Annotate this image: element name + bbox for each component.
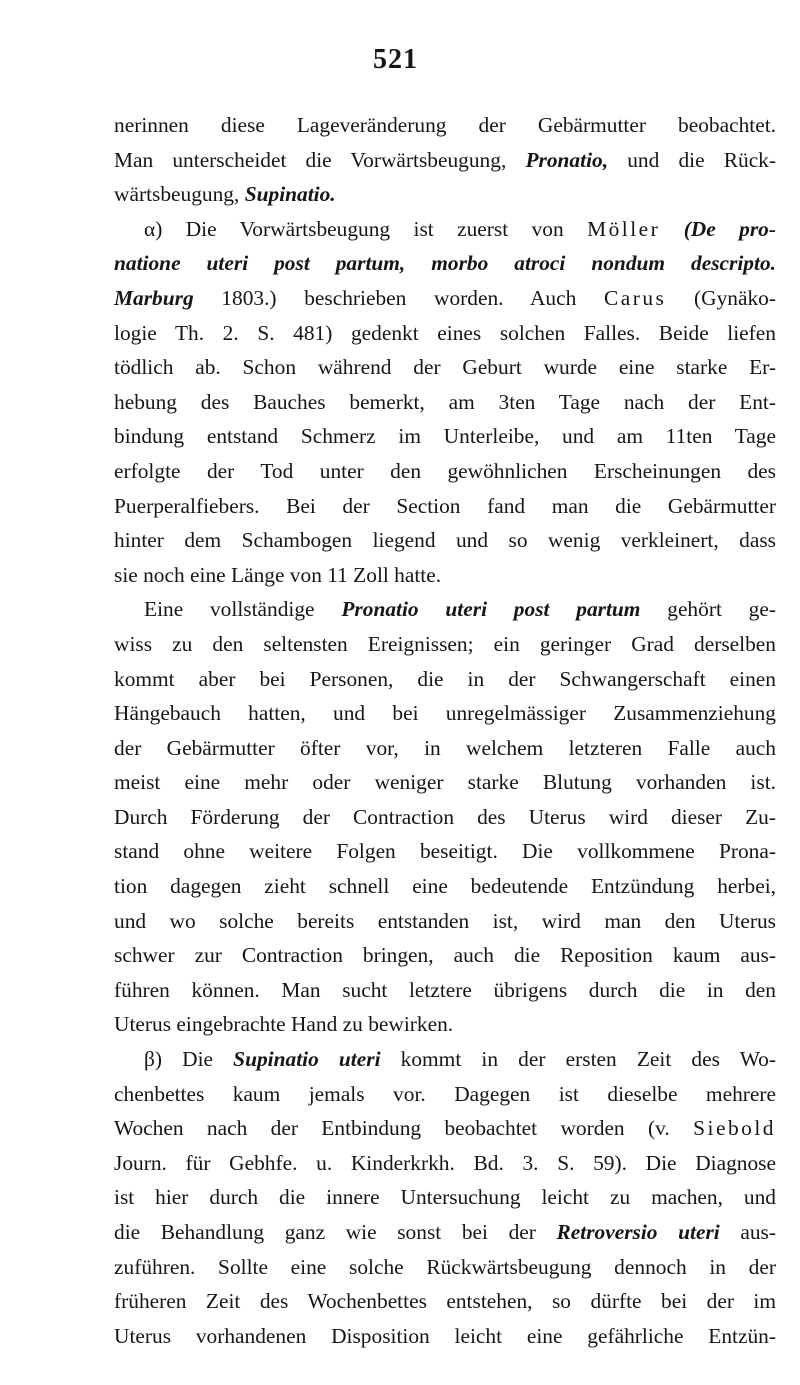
text-line — [114, 143, 776, 178]
text-run: zuführen. Sollte eine solche Rückwärtsbeugung dennoch in der — [114, 1254, 776, 1279]
text-run: die Behandlung ganz wie sonst bei der — [114, 1220, 557, 1244]
text-run: kommt aber bei Personen, die in der Schwangerschaft einen — [114, 666, 776, 691]
italic-text: (De pro- — [683, 216, 776, 241]
text-line — [114, 489, 776, 524]
text-line — [114, 627, 776, 662]
text-line — [114, 1111, 776, 1146]
text-line — [114, 558, 776, 593]
spaced-name: Möller — [587, 216, 661, 241]
italic-text: Retroversio uteri — [556, 1220, 720, 1244]
text-run: Puerperalfiebers. Bei der Section fand man die Gebärmutter — [114, 493, 776, 518]
text-run: Man unterscheidet die Vorwärtsbeugung, — [114, 147, 526, 172]
text-line — [114, 662, 776, 697]
text-run: β) Die — [144, 1047, 234, 1072]
text-run: α) Die Vorwärtsbeugung ist zuerst von — [144, 216, 588, 241]
text-run: Durch Förderung der Contraction des Uterus wird dieser Zu- — [114, 804, 776, 829]
text-run — [660, 217, 683, 241]
text-run: chenbettes kaum jemals vor. Dagegen ist dieselbe mehrere — [114, 1081, 776, 1106]
text-run: gehört ge- — [640, 597, 776, 622]
italic-text: Supinatio uteri — [233, 1047, 381, 1072]
text-line — [114, 1319, 776, 1354]
text-run: wiss zu den seltensten Ereignissen; ein geringer Grad derselben — [114, 631, 776, 656]
text-line — [114, 212, 776, 247]
text-run: Journ. für Gebhfe. u. Kinderkrkh. Bd. 3. S. 59). Die Diagnose — [114, 1150, 776, 1175]
text-run: Uterus eingebrachte Hand zu bewirken. — [114, 1012, 454, 1037]
text-run: früheren Zeit des Wochenbettes entstehen, so dürfte bei der im — [114, 1289, 776, 1314]
text-line — [114, 316, 776, 351]
text-line — [114, 246, 776, 281]
text-run: 1803.) beschrieben worden. Auch — [193, 285, 604, 310]
text-run: Wochen nach der Entbindung beobachtet worden (v. — [114, 1116, 694, 1141]
text-line — [114, 454, 776, 489]
text-line — [114, 592, 776, 627]
text-line — [114, 177, 776, 212]
text-line — [114, 800, 776, 835]
text-line — [114, 1146, 776, 1181]
text-run: logie Th. 2. S. 481) gedenkt eines solchen Falles. Beide liefen — [114, 320, 776, 345]
italic-text: Pronatio uteri post partum — [341, 597, 641, 622]
text-line — [114, 385, 776, 420]
text-run: wärtsbeugung, — [114, 182, 245, 207]
spaced-name: Siebold — [693, 1116, 776, 1141]
text-line — [114, 350, 776, 385]
text-run: Uterus vorhandenen Disposition leicht eine gefährliche Entzün- — [114, 1323, 776, 1348]
text-line — [114, 904, 776, 939]
text-line — [114, 1250, 776, 1285]
text-run: der Gebärmutter öfter vor, in welchem letzteren Falle auch — [114, 735, 776, 760]
text-run: hinter dem Schambogen liegend und so wenig verkleinert, dass — [114, 528, 776, 553]
text-run: tödlich ab. Schon während der Geburt wurde eine starke Er- — [114, 355, 776, 380]
italic-text: natione uteri post partum, morbo atroci nondum descripto. — [114, 251, 776, 276]
text-line — [114, 869, 776, 904]
text-line — [114, 696, 776, 731]
text-run: kommt in der ersten Zeit des Wo- — [380, 1047, 776, 1072]
spaced-name: Carus — [603, 285, 667, 310]
italic-text: Supinatio. — [244, 182, 336, 207]
text-line — [114, 731, 776, 766]
text-line — [114, 834, 776, 869]
text-line — [114, 1007, 776, 1042]
text-run: Eine vollständige — [144, 597, 342, 622]
text-run: tion dagegen zieht schnell eine bedeutende Entzündung herbei, — [114, 874, 776, 899]
text-run: hebung des Bauches bemerkt, am 3ten Tage nach der Ent- — [114, 389, 776, 414]
text-line — [114, 1215, 776, 1250]
text-line — [114, 281, 776, 316]
text-run: (Gynäko- — [666, 285, 776, 310]
text-run: und die Rück- — [608, 147, 777, 172]
text-line — [114, 1284, 776, 1319]
text-run: erfolgte der Tod unter den gewöhnlichen Erscheinungen des — [114, 458, 776, 483]
text-line — [114, 1180, 776, 1215]
page-number: 521 — [373, 44, 418, 75]
text-run: aus- — [719, 1220, 776, 1244]
text-line — [114, 938, 776, 973]
text-run: schwer zur Contraction bringen, auch die Reposition kaum aus- — [114, 943, 776, 968]
text-run: bindung entstand Schmerz im Unterleibe, und am 11ten Tage — [114, 424, 776, 449]
text-run: meist eine mehr oder weniger starke Blutung vorhanden ist. — [114, 770, 776, 795]
text-run: ist hier durch die innere Untersuchung leicht zu machen, und — [114, 1185, 776, 1210]
text-run: stand ohne weitere Folgen beseitigt. Die vollkommene Prona- — [114, 839, 776, 864]
text-line — [114, 765, 776, 800]
text-run: und wo solche bereits entstanden ist, wird man den Uterus — [114, 908, 776, 933]
text-line — [114, 973, 776, 1008]
text-line — [114, 1042, 776, 1077]
text-line — [114, 523, 776, 558]
text-run: nerinnen diese Lageveränderung der Gebärmutter beobachtet. — [114, 113, 776, 137]
body-text — [114, 108, 776, 1353]
text-line — [114, 1077, 776, 1112]
text-run: sie noch eine Länge von 11 Zoll hatte. — [114, 562, 442, 587]
text-run: Hängebauch hatten, und bei unregelmässiger Zusammenziehung — [114, 701, 776, 726]
text-run: führen können. Man sucht letztere übrigens durch die in den — [114, 977, 776, 1002]
italic-text: Pronatio, — [525, 147, 609, 172]
italic-text: Marburg — [114, 285, 194, 310]
text-line — [114, 419, 776, 454]
text-line — [114, 108, 776, 143]
